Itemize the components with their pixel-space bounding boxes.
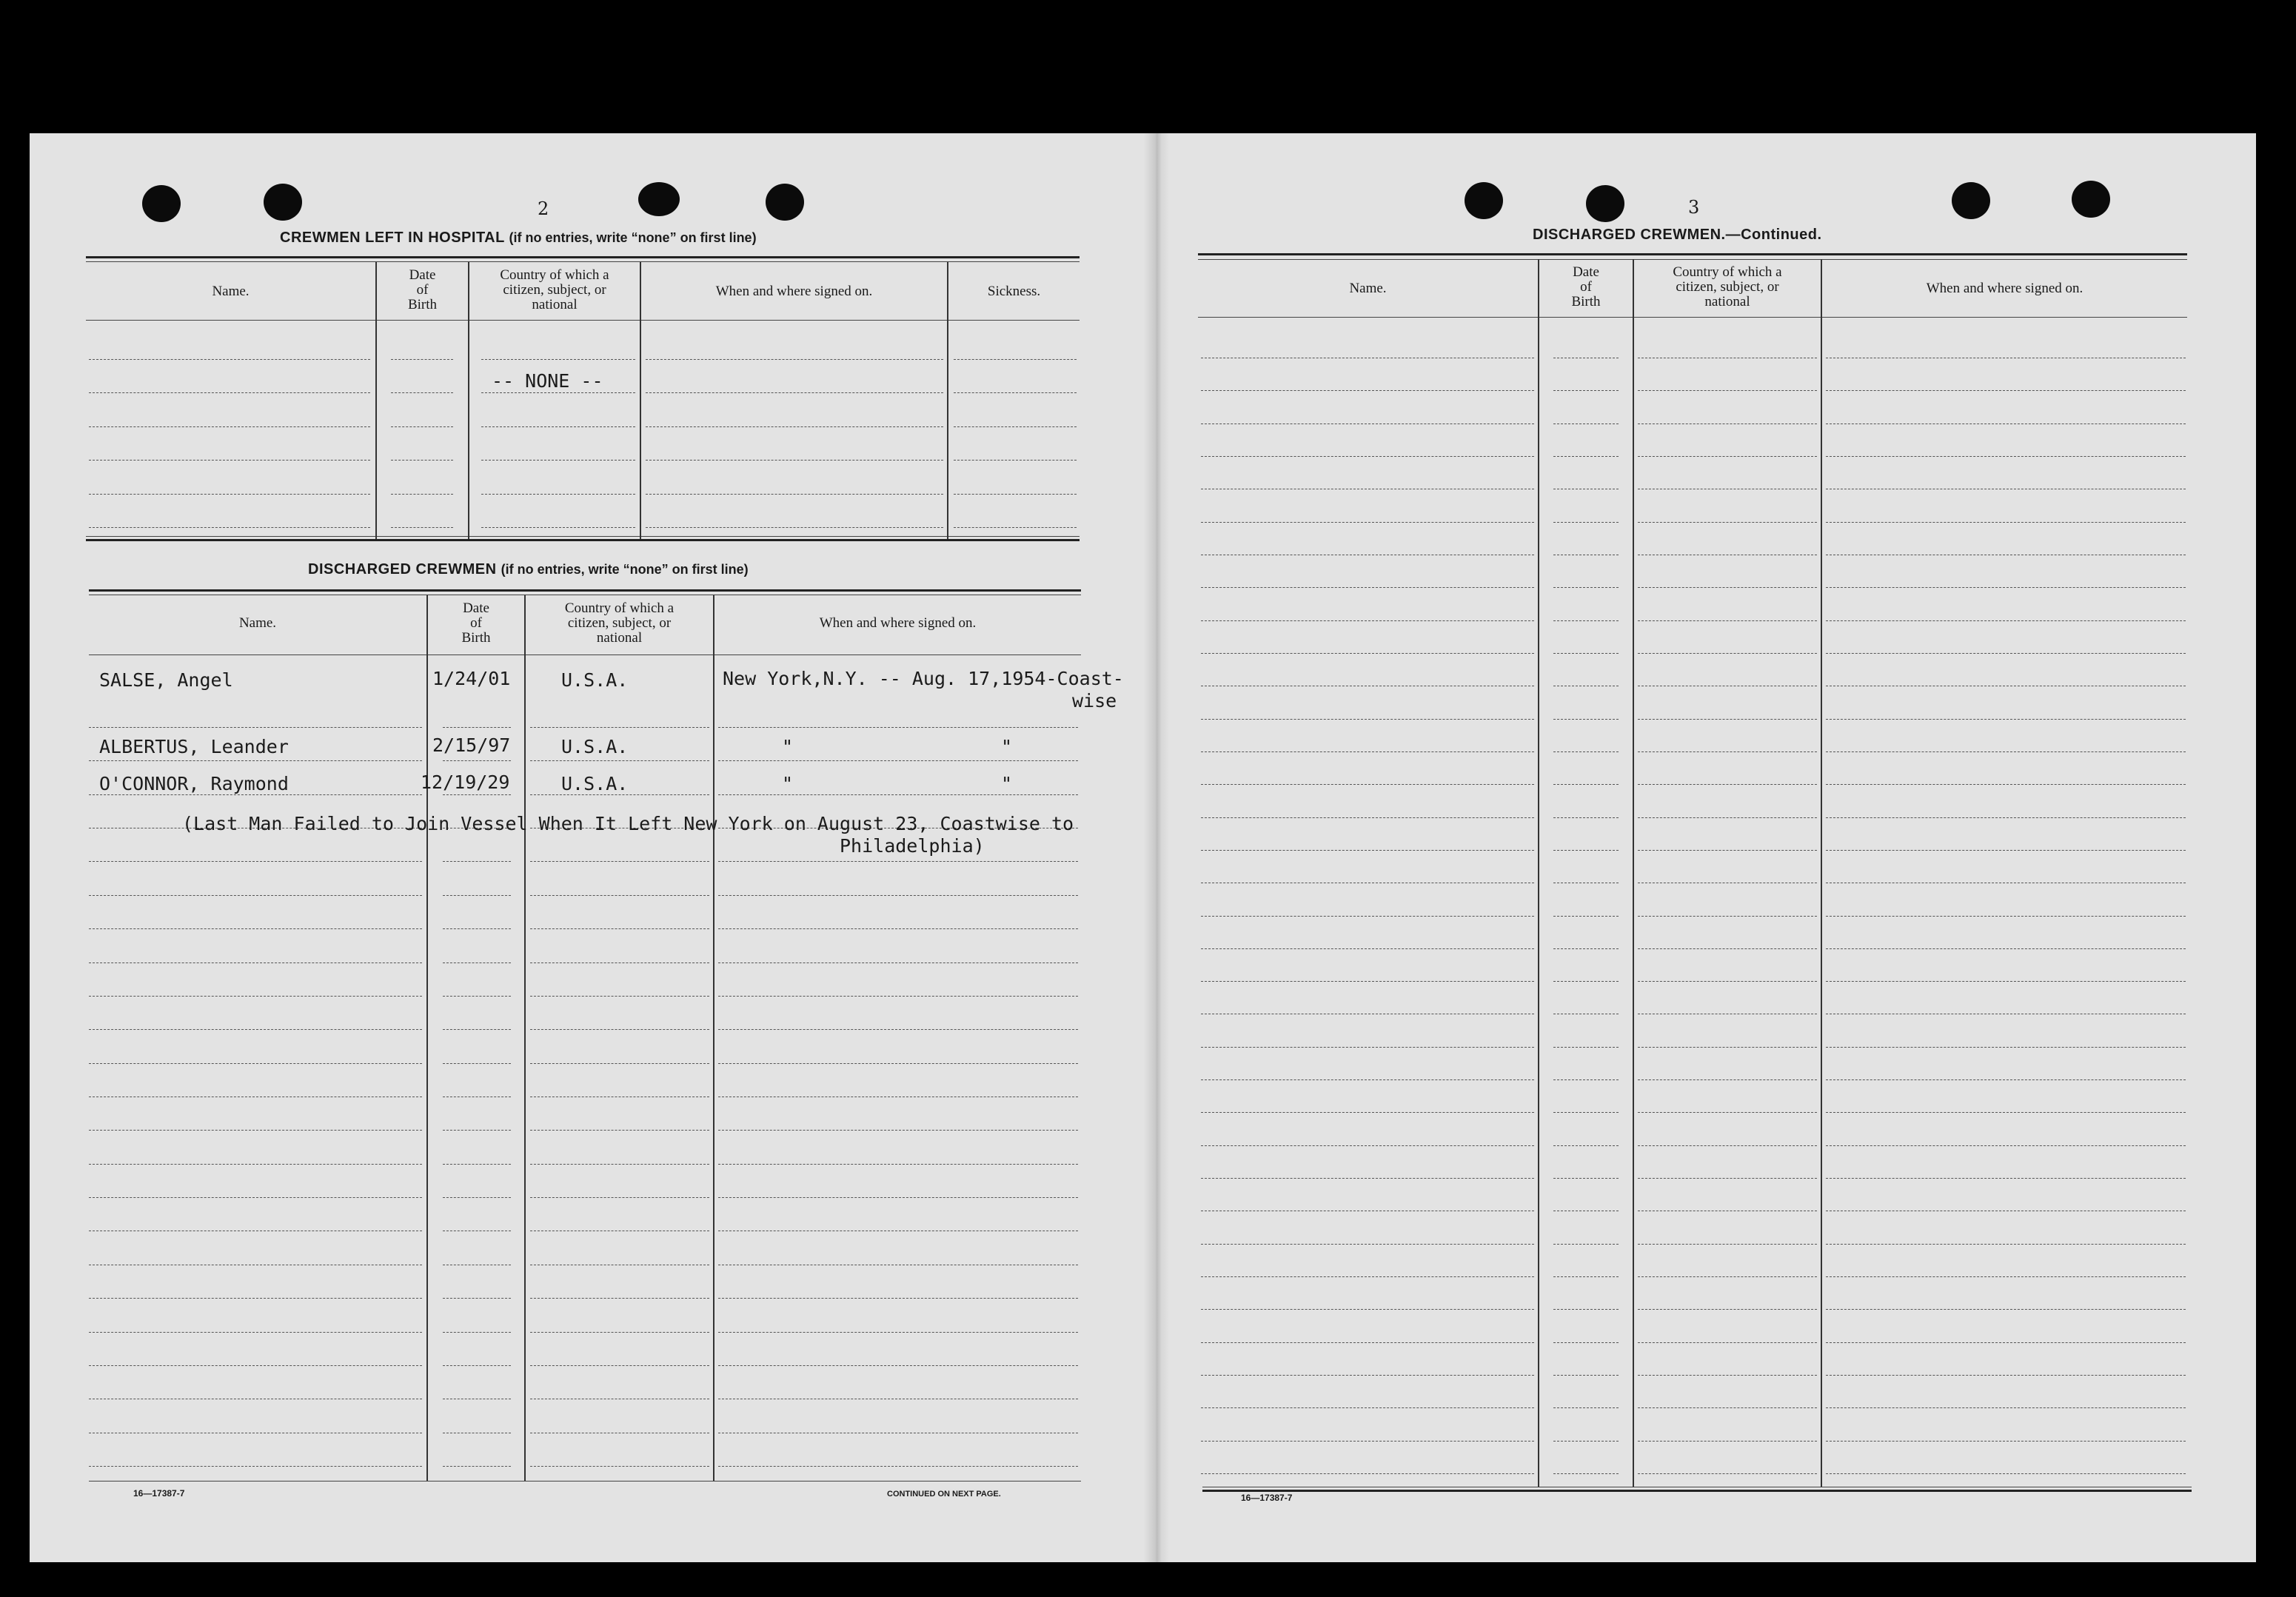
hospital-title: CREWMEN LEFT IN HOSPITAL [280, 230, 505, 246]
ruled-line [89, 1466, 422, 1467]
ruled-line [1826, 1276, 2186, 1277]
ruled-line [1201, 850, 1534, 851]
ruled-line [1826, 1441, 2186, 1442]
ruled-line [89, 760, 422, 761]
row1-signed-cont: wise [1072, 690, 1117, 712]
page-number: 2 [538, 198, 549, 219]
ruled-line [1553, 390, 1619, 391]
ruled-line [1553, 1244, 1619, 1245]
ruled-line [1201, 817, 1534, 818]
ruled-line [89, 1029, 422, 1030]
ruled-line [530, 1332, 709, 1333]
punch-hole [2072, 181, 2110, 218]
ruled-line [954, 359, 1077, 360]
hospital-col-country: Country of which a citizen, subject, or national [500, 267, 609, 312]
hospital-section-title [280, 230, 757, 247]
ruled-line [1826, 751, 2186, 752]
row1-signed: New York,N.Y. -- Aug. 17,1954-Coast- [723, 668, 1124, 689]
ruled-line [1638, 981, 1817, 982]
right-col-signed: When and where signed on. [1926, 281, 2084, 296]
ruled-line [481, 494, 635, 495]
ruled-line [1638, 1473, 1817, 1474]
ruled-line [1201, 1145, 1534, 1146]
ruled-line [530, 962, 709, 963]
ruled-line [718, 928, 1078, 929]
ruled-line [1826, 784, 2186, 785]
ruled-line [530, 760, 709, 761]
ruled-line [1201, 948, 1534, 949]
ruled-line [954, 460, 1077, 461]
ruled-line [1201, 1112, 1534, 1113]
ruled-line [1638, 719, 1817, 720]
punch-hole [766, 184, 804, 221]
left-page [30, 133, 1157, 1562]
ruled-line [481, 527, 635, 528]
row2-name: ALBERTUS, Leander [99, 736, 289, 757]
ruled-line [391, 494, 453, 495]
discharged-subtitle: (if no entries, write “none” on first line) [501, 562, 749, 577]
ruled-line [718, 1029, 1078, 1030]
hospital-col-dob: Date of Birth [407, 267, 438, 312]
ruled-line [1201, 1375, 1534, 1376]
ruled-line [718, 1164, 1078, 1165]
ruled-line [1826, 653, 2186, 654]
ruled-line [1553, 981, 1619, 982]
ruled-line [718, 962, 1078, 963]
ruled-line [1553, 522, 1619, 523]
ruled-line [89, 359, 370, 360]
row3-ditto-place: " [782, 773, 794, 794]
right-col-name: Name. [1349, 281, 1387, 296]
ruled-line [1826, 423, 2186, 424]
discharged-col-signed: When and where signed on. [819, 615, 977, 631]
ruled-line [1553, 850, 1619, 851]
ruled-line [646, 359, 943, 360]
ruled-line [1201, 653, 1534, 654]
ruled-line [443, 861, 511, 862]
ruled-line [391, 426, 453, 427]
ruled-line [1826, 620, 2186, 621]
ruled-line [1826, 850, 2186, 851]
ruled-line [443, 1365, 511, 1366]
ruled-line [443, 727, 511, 728]
row3-country: U.S.A. [561, 773, 629, 794]
ruled-line [1638, 1375, 1817, 1376]
ruled-line [1826, 817, 2186, 818]
hospital-none-entry: -- NONE -- [492, 370, 603, 392]
ruled-line [1553, 1047, 1619, 1048]
ruled-line [530, 1130, 709, 1131]
ruled-line [1638, 620, 1817, 621]
right-col-country: Country of which a citizen, subject, or national [1673, 264, 1782, 309]
ruled-line [1826, 1178, 2186, 1179]
ruled-line [718, 1197, 1078, 1198]
ruled-line [1638, 522, 1817, 523]
discharged-col-name: Name. [238, 615, 277, 631]
ruled-line [1638, 817, 1817, 818]
right-col-dob: Date of Birth [1571, 264, 1601, 309]
ruled-line [1201, 456, 1534, 457]
ruled-line [1826, 1079, 2186, 1080]
ruled-line [718, 1298, 1078, 1299]
ruled-line [1826, 916, 2186, 917]
ruled-line [1638, 390, 1817, 391]
punch-hole [1586, 185, 1624, 222]
ruled-line [1201, 1244, 1534, 1245]
row3-ditto-date: " [1001, 773, 1013, 794]
row1-name: SALSE, Angel [99, 669, 233, 691]
discharged-title: DISCHARGED CREWMEN [308, 561, 497, 577]
ruled-line [1553, 1441, 1619, 1442]
ruled-line [1826, 1342, 2186, 1343]
ruled-line [1826, 1112, 2186, 1113]
punch-hole [1465, 182, 1503, 219]
ruled-line [1201, 981, 1534, 982]
ruled-line [1201, 916, 1534, 917]
ruled-line [1553, 587, 1619, 588]
ruled-line [89, 996, 422, 997]
ruled-line [530, 1164, 709, 1165]
ruled-line [1638, 456, 1817, 457]
ruled-line [1201, 1473, 1534, 1474]
ruled-line [1826, 981, 2186, 982]
ruled-line [1201, 719, 1534, 720]
ruled-line [1638, 1047, 1817, 1048]
ruled-line [718, 727, 1078, 728]
row2-dob: 2/15/97 [432, 734, 511, 756]
row2-ditto-place: " [782, 736, 794, 757]
note-line1: (Last Man Failed to Join Vessel When It Left New York on August 23, Coastwise to [182, 813, 1074, 834]
ruled-line [530, 895, 709, 896]
ruled-line [1553, 1342, 1619, 1343]
row1-dob: 1/24/01 [432, 668, 511, 689]
ruled-line [443, 1298, 511, 1299]
ruled-line [718, 1130, 1078, 1131]
ruled-line [1638, 850, 1817, 851]
punch-hole [142, 185, 181, 222]
ruled-line [1201, 1276, 1534, 1277]
ruled-line [391, 460, 453, 461]
ruled-line [1826, 948, 2186, 949]
ruled-line [1638, 916, 1817, 917]
discharged-continued-title: DISCHARGED CREWMEN.—Continued. [1533, 227, 1822, 243]
ruled-line [443, 1164, 511, 1165]
ruled-line [89, 794, 422, 795]
continued-note: CONTINUED ON NEXT PAGE. [887, 1490, 1001, 1499]
ruled-line [718, 794, 1078, 795]
ruled-line [1201, 784, 1534, 785]
ruled-line [646, 527, 943, 528]
ruled-line [89, 527, 370, 528]
ruled-line [646, 460, 943, 461]
ruled-line [89, 392, 370, 393]
ruled-line [1201, 1178, 1534, 1179]
hospital-col-signed: When and where signed on. [715, 284, 873, 299]
hospital-col-name: Name. [212, 284, 250, 299]
ruled-line [954, 392, 1077, 393]
ruled-line [89, 962, 422, 963]
ruled-line [718, 760, 1078, 761]
ruled-line [954, 426, 1077, 427]
ruled-line [1826, 1047, 2186, 1048]
ruled-line [391, 527, 453, 528]
ruled-line [1201, 751, 1534, 752]
ruled-line [1826, 1145, 2186, 1146]
ruled-line [1201, 1407, 1534, 1408]
ruled-line [89, 1164, 422, 1165]
row2-country: U.S.A. [561, 736, 629, 757]
ruled-line [89, 1298, 422, 1299]
ruled-line [443, 794, 511, 795]
ruled-line [530, 1365, 709, 1366]
ruled-line [646, 426, 943, 427]
page-fold [1144, 133, 1169, 1562]
ruled-line [443, 895, 511, 896]
right-page [1157, 133, 2256, 1562]
hospital-subtitle: (if no entries, write “none” on first line) [509, 230, 757, 245]
ruled-line [1553, 948, 1619, 949]
ruled-line [1553, 719, 1619, 720]
ruled-line [1826, 390, 2186, 391]
ruled-line [443, 760, 511, 761]
ruled-line [718, 1332, 1078, 1333]
ruled-line [1638, 751, 1817, 752]
punch-hole [638, 182, 680, 216]
ruled-line [530, 1063, 709, 1064]
ruled-line [443, 928, 511, 929]
ruled-line [89, 460, 370, 461]
ruled-line [1201, 1309, 1534, 1310]
ruled-line [1553, 817, 1619, 818]
ruled-line [530, 1298, 709, 1299]
ruled-line [530, 928, 709, 929]
ruled-line [1201, 1342, 1534, 1343]
ruled-line [1638, 653, 1817, 654]
ruled-line [1638, 1309, 1817, 1310]
ruled-line [1638, 784, 1817, 785]
discharged-col-country: Country of which a citizen, subject, or national [564, 600, 675, 646]
ruled-line [443, 1029, 511, 1030]
ruled-line [954, 494, 1077, 495]
ruled-line [1201, 620, 1534, 621]
ruled-line [443, 1197, 511, 1198]
form-number-left: 16—17387-7 [133, 1488, 185, 1499]
ruled-line [1826, 456, 2186, 457]
ruled-line [530, 1029, 709, 1030]
ruled-line [530, 1466, 709, 1467]
ruled-line [1553, 1407, 1619, 1408]
ruled-line [1201, 1441, 1534, 1442]
discharged-section-title [308, 561, 749, 578]
form-number-right: 16—17387-7 [1241, 1493, 1293, 1503]
ruled-line [1638, 1178, 1817, 1179]
ruled-line [443, 1332, 511, 1333]
ruled-line [1638, 1441, 1817, 1442]
ruled-line [718, 861, 1078, 862]
ruled-line [1826, 1407, 2186, 1408]
ruled-line [718, 1063, 1078, 1064]
ruled-line [481, 426, 635, 427]
ruled-line [954, 527, 1077, 528]
ruled-line [89, 1365, 422, 1366]
ruled-line [1553, 1112, 1619, 1113]
ruled-line [530, 794, 709, 795]
ruled-line [1638, 1079, 1817, 1080]
ruled-line [1826, 522, 2186, 523]
ruled-line [1638, 1342, 1817, 1343]
ruled-line [1638, 948, 1817, 949]
note-line2: Philadelphia) [840, 835, 985, 857]
ruled-line [530, 861, 709, 862]
ruled-line [1201, 1079, 1534, 1080]
discharged-col-dob: Date of Birth [461, 600, 491, 646]
ruled-line [1638, 1407, 1817, 1408]
ruled-line [89, 1197, 422, 1198]
ruled-line [718, 895, 1078, 896]
ruled-line [1553, 653, 1619, 654]
ruled-line [443, 996, 511, 997]
ruled-line [718, 1365, 1078, 1366]
ruled-line [1638, 423, 1817, 424]
ruled-line [646, 494, 943, 495]
ruled-line [443, 1130, 511, 1131]
ruled-line [1553, 1079, 1619, 1080]
ruled-line [391, 359, 453, 360]
ruled-line [530, 1197, 709, 1198]
ruled-line [1553, 916, 1619, 917]
ruled-line [1826, 1244, 2186, 1245]
ruled-line [443, 1466, 511, 1467]
row1-country: U.S.A. [561, 669, 629, 691]
ruled-line [718, 1466, 1078, 1467]
ruled-line [1638, 1276, 1817, 1277]
ruled-line [89, 494, 370, 495]
ruled-line [443, 962, 511, 963]
ruled-line [1638, 1244, 1817, 1245]
ruled-line [1553, 784, 1619, 785]
punch-hole [1952, 182, 1990, 219]
row2-ditto-date: " [1001, 736, 1013, 757]
ruled-line [1553, 423, 1619, 424]
ruled-line [89, 1332, 422, 1333]
ruled-line [89, 928, 422, 929]
ruled-line [646, 392, 943, 393]
ruled-line [1553, 456, 1619, 457]
ruled-line [1826, 587, 2186, 588]
ruled-line [1553, 1309, 1619, 1310]
ruled-line [1638, 1145, 1817, 1146]
ruled-line [89, 861, 422, 862]
ruled-line [1638, 1112, 1817, 1113]
ruled-line [89, 1130, 422, 1131]
ruled-line [391, 392, 453, 393]
ruled-line [1553, 620, 1619, 621]
ruled-line [89, 895, 422, 896]
ruled-line [89, 727, 422, 728]
ruled-line [718, 996, 1078, 997]
ruled-line [1201, 390, 1534, 391]
ruled-line [1553, 1178, 1619, 1179]
ruled-line [481, 460, 635, 461]
ruled-line [1826, 1309, 2186, 1310]
hospital-col-sickness: Sickness. [987, 284, 1041, 299]
ruled-line [1553, 1473, 1619, 1474]
ruled-line [89, 426, 370, 427]
punch-hole [264, 184, 302, 221]
ruled-line [530, 996, 709, 997]
row3-name: O'CONNOR, Raymond [99, 773, 289, 794]
ruled-line [1553, 1145, 1619, 1146]
ruled-line [443, 1063, 511, 1064]
ruled-line [481, 359, 635, 360]
ruled-line [481, 392, 635, 393]
row3-dob: 12/19/29 [421, 771, 510, 793]
ruled-line [1553, 1276, 1619, 1277]
ruled-line [1201, 587, 1534, 588]
ruled-line [1638, 587, 1817, 588]
page-number: 3 [1688, 197, 1700, 218]
ruled-line [1826, 719, 2186, 720]
ruled-line [1826, 1473, 2186, 1474]
ruled-line [1553, 1375, 1619, 1376]
ruled-line [530, 727, 709, 728]
ruled-line [89, 1063, 422, 1064]
ruled-line [1201, 423, 1534, 424]
ruled-line [1553, 751, 1619, 752]
ruled-line [1201, 1047, 1534, 1048]
ruled-line [1826, 1375, 2186, 1376]
ruled-line [1201, 522, 1534, 523]
